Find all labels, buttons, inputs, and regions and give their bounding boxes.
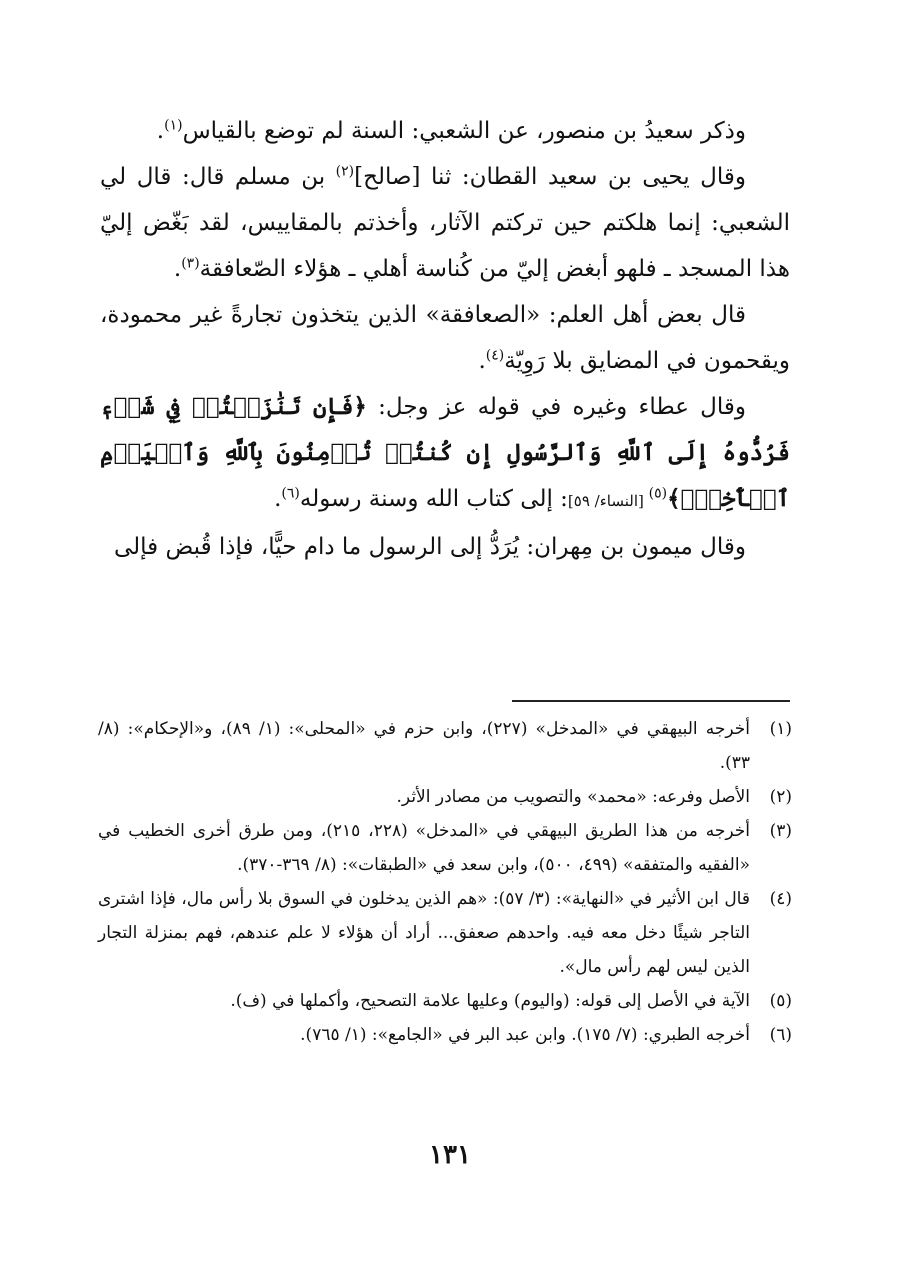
footnote-text: أخرجه الطبري: (٧/ ١٧٥). وابن عبد البر في «الجامع»: (١/ ٧٦٥). [300,1025,750,1045]
quran-verse: ﴿فَإِن تَنَٰزَعۡتُمۡ فِي شَيۡءٖ فَرُدُّوهُ إِلَى ٱللَّهِ وَٱلرَّسُولِ إِن كُنتُمۡ تُؤۡمِنُونَ بِٱللَّهِ وَٱلۡيَوۡمِ ٱلۡأٓخِرِۚ﴾ [100,393,790,512]
footnote-text: أخرجه البيهقي في «المدخل» (٢٢٧)، وابن حزم في «المحلى»: (١/ ٨٩)، و«الإحكام»: (٨/ ٣٣). [98,719,750,773]
footnote [98,1018,792,1052]
footnote-text: الأصل وفرعه: «محمد» والتصويب من مصادر الأثر. [396,787,750,807]
footnote-number: (٤) [769,889,792,909]
footnote-ref[interactable]: (٦) [281,485,300,502]
footnote-number: (٦) [769,1025,792,1045]
footnote [98,984,792,1018]
footnote-text: أخرجه من هذا الطريق البيهقي في «المدخل» (٢٢٨، ٢١٥)، ومن طرق أخرى الخطيب في «الفقيه والمتفقه» (٤٩٩، ٥٠٠)، وابن سعد في «الطبقات»: (٨/ ٣٦٩-٣٧٠). [98,821,751,875]
paragraph-4: وقال عطاء وغيره في قوله عز وجل: ﴿فَإِن تَنَٰزَعۡتُمۡ فِي شَيۡءٖ فَرُدُّوهُ إِلَى ٱللَّهِ وَٱلرَّسُولِ إِن كُنتُمۡ تُؤۡمِنُونَ بِٱللَّهِ وَٱلۡيَوۡمِ ٱلۡأٓخِرِۚ﴾$^{(٥)}$ [النساء/ ٥٩]: إلى كتاب الله وسنة رسوله$^{(٦)}$. [100,393,790,512]
paragraph-1: وذكر سعيدُ بن منصور، عن الشعبي: السنة لم توضع بالقياس$^{(١)}$. [156,117,746,144]
footnote-ref[interactable]: (١) [164,117,183,134]
footnote-ref[interactable]: (٢) [335,163,355,180]
footnote-text: الآية في الأصل إلى قوله: (واليوم) وعليها علامة التصحيح، وأكملها في (ف). [230,991,750,1011]
footnote-number: (٢) [769,787,792,807]
footnotes [98,712,792,1052]
footnote-ref[interactable]: (٤) [485,347,505,364]
paragraph-3: قال بعض أهل العلم: «الصعافقة» الذين يتخذون تجارةً غير محمودة، ويقحمون في المضايق بلا رَوِيّة$^{(٤)}$. [100,302,790,374]
footnote-separator [512,700,790,702]
footnote [98,712,792,780]
footnote-ref[interactable]: (٥) [648,485,668,502]
main-text [100,108,790,570]
footnote-text: قال ابن الأثير في «النهاية»: (٣/ ٥٧): «هم الذين يدخلون في السوق بلا رأس مال، فإذا اشترى التاجر شيئًا دخل معه فيه. واحدهم صعفق... أراد أن هؤلاء لا علم عندهم، فهم بمنزلة التجار الذين ليس لهم رأس مال». [98,889,750,977]
footnote [98,780,792,814]
paragraph-2: وقال يحيى بن سعيد القطان: ثنا [صالح]$^{(٢)}$ بن مسلم قال: قال لي الشعبي: إنما هلكتم حين تركتم الآثار، وأخذتم بالمقاييس، لقد بَغّض إليّ هذا المسجد ـ فلهو أبغض إليّ من كُناسة أهلي ـ هؤلاء الصّعافقة$^{(٣)}$. [100,163,790,282]
footnote-number: (١) [769,719,792,739]
footnote-number: (٣) [769,821,792,841]
footnote-ref[interactable]: (٣) [181,255,200,272]
footnote [98,814,792,882]
paragraph-5: وقال ميمون بن مِهران: يُرَدُّ إلى الرسول ما دام حيًّا، فإذا قُبض فإلى [113,534,746,560]
footnote [98,882,792,984]
footnote-number: (٥) [769,991,792,1011]
surah-citation: [النساء/ ٥٩] [567,492,649,510]
page-number: ١٣١ [429,1140,471,1170]
